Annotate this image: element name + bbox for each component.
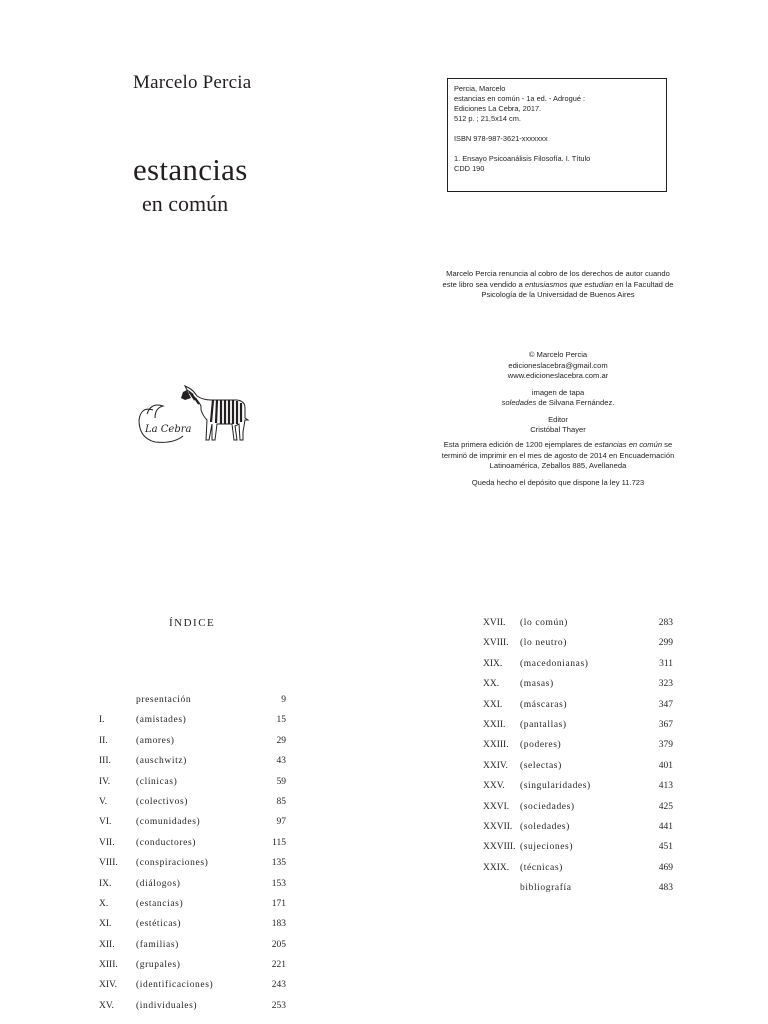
- copyright: © Marcelo Percia: [528, 350, 588, 359]
- index-entry-label: (conspiraciones): [136, 858, 209, 869]
- index-entry: [99, 792, 289, 812]
- index-entry-label: bibliografía: [520, 883, 572, 894]
- index-entry: [99, 975, 289, 995]
- index-entry-page: 323: [658, 679, 673, 690]
- index-entry-label: (identificaciones): [136, 980, 214, 991]
- index-entry-number: II.: [99, 735, 108, 746]
- index-entry-number: I.: [99, 715, 105, 726]
- catalog-line: ISBN 978-987-3621-xxxxxxx: [454, 134, 548, 143]
- index-entry-page: 441: [658, 821, 673, 832]
- index-entry-page: 253: [271, 1000, 286, 1011]
- index-entry-label: (individuales): [136, 1000, 198, 1011]
- author-name: Marcelo Percia: [133, 72, 252, 93]
- index-entry-label: (diálogos): [136, 878, 181, 889]
- catalog-line: 1. Ensayo Psicoanálisis Filosofía. I. Título: [454, 154, 591, 163]
- index-entry-label: (pantallas): [520, 719, 567, 730]
- index-entry-page: 43: [276, 756, 286, 767]
- index-entry-label: (poderes): [520, 740, 562, 751]
- index-heading: ÍNDICE: [169, 617, 216, 629]
- index-entry-label: (sujeciones): [520, 842, 574, 853]
- index-entry-label: (singularidades): [520, 781, 591, 792]
- index-entry: [99, 731, 289, 751]
- index-entry-page: 135: [271, 858, 286, 869]
- credits: [413, 350, 703, 436]
- index-entry-number: XIII.: [99, 960, 118, 971]
- index-entry-page: 153: [271, 878, 286, 889]
- index-entry: [99, 690, 289, 710]
- index-entry: [483, 837, 673, 857]
- index-entry-page: 243: [271, 980, 286, 991]
- index-entry-label: (masas): [520, 679, 554, 690]
- index-entry-label: presentación: [136, 695, 192, 705]
- index-entry-label: (clínicas): [136, 776, 178, 787]
- index-entry-page: 205: [271, 939, 286, 950]
- index-entry-label: (estancias): [136, 898, 184, 909]
- index-entry-page: 401: [658, 760, 673, 771]
- index-entry-label: (lo común): [520, 618, 568, 628]
- index-entry: [483, 735, 673, 755]
- index-entry: [483, 878, 673, 898]
- index-entry-page: 115: [272, 837, 286, 848]
- rights-line: este libro sea vendido a entusiasmos que estudian en la Facultad de: [442, 279, 674, 289]
- colophon-line: terminó de imprimir en el mes de agosto de 2014 en Encuadernación: [441, 450, 675, 460]
- index-entry: [483, 674, 673, 694]
- cover-credit: soledades de Silvana Fernández.: [501, 398, 615, 407]
- index-entry: [99, 710, 289, 730]
- index-entry: [483, 858, 673, 878]
- index-entry-label: (amores): [136, 735, 175, 746]
- index-entry-number: V.: [99, 796, 108, 807]
- book-title: estancias: [133, 152, 248, 187]
- website: www.edicioneslacebra.com.ar: [507, 371, 609, 380]
- index-entry-page: 9: [281, 695, 286, 705]
- catalog-line: CDD 190: [454, 164, 485, 173]
- index-entry: [99, 812, 289, 832]
- index-entry: [99, 955, 289, 975]
- index-entry: [99, 914, 289, 934]
- index-entry-number: IV.: [99, 776, 111, 787]
- index-entry: [99, 833, 289, 853]
- index-entry-number: XVII.: [483, 618, 506, 628]
- index-entry-number: XXV.: [483, 781, 505, 792]
- index-entry-label: (auschwitz): [136, 756, 187, 767]
- catalog-line: Ediciones La Cebra, 2017.: [454, 104, 542, 113]
- index-entry-number: XXIV.: [483, 760, 508, 771]
- index-entry-number: XX.: [483, 679, 500, 690]
- index-entry-label: (macedonianas): [520, 658, 589, 669]
- email: edicioneslacebra@gmail.com: [508, 360, 608, 370]
- index-entry-label: (grupales): [136, 960, 181, 971]
- index-entry-page: 221: [271, 960, 286, 971]
- index-entry-page: 183: [271, 919, 286, 930]
- index-entry: [483, 797, 673, 817]
- catalog-line: [454, 144, 660, 154]
- publisher-logo: [133, 384, 251, 450]
- index-entry-number: XIV.: [99, 980, 118, 991]
- index-entry: [483, 715, 673, 735]
- index-entry: [483, 776, 673, 796]
- catalog-card: [447, 78, 667, 192]
- index-entry-number: XXVIII.: [483, 842, 516, 853]
- index-entry: [99, 874, 289, 894]
- index-entry-page: 97: [276, 817, 286, 828]
- index-entry-label: (comunidades): [136, 817, 201, 828]
- index-entry-page: 15: [276, 715, 286, 726]
- catalog-line: estancias en común - 1a ed. - Adrogué :: [454, 94, 586, 103]
- index-entry-page: 85: [276, 796, 286, 807]
- index-entry-number: VI.: [99, 817, 112, 828]
- colophon-line: Esta primera edición de 1200 ejemplares de estancias en común se: [443, 440, 673, 449]
- editor-label: Editor: [548, 414, 568, 424]
- index-entry-number: VII.: [99, 837, 115, 848]
- index-entry: [99, 996, 289, 1016]
- index-entry-label: (sociedades): [520, 801, 575, 812]
- index-entry-label: (máscaras): [520, 699, 568, 710]
- index-entry-label: (amistades): [136, 715, 187, 726]
- index-entry-page: 299: [658, 638, 673, 649]
- index-entry-number: XXI.: [483, 699, 503, 710]
- colophon-line: Latinoamérica, Zeballos 885, Avellaneda: [489, 461, 627, 470]
- catalog-line: 512 p. ; 21,5x14 cm.: [454, 114, 521, 123]
- index-entry: [483, 817, 673, 837]
- index-entry: [99, 772, 289, 792]
- logo-text: La Cebra: [145, 424, 192, 435]
- index-entry-number: XXVII.: [483, 821, 513, 832]
- index-entry-number: XV.: [99, 1000, 114, 1011]
- index-entry-page: 413: [658, 781, 673, 792]
- index-entry-number: XII.: [99, 939, 115, 950]
- cover-label: imagen de tapa: [531, 387, 585, 397]
- index-entry-label: (soledades): [520, 821, 570, 832]
- rights-line: Marcelo Percia renuncia al cobro de los derechos de autor cuando: [446, 269, 670, 278]
- index-entry-number: XVIII.: [483, 638, 509, 649]
- index-entry: [99, 935, 289, 955]
- index-entry-page: 29: [276, 735, 286, 746]
- index-entry-page: 483: [658, 883, 673, 894]
- index-entry-page: 347: [658, 699, 673, 710]
- index-entry-page: 425: [658, 801, 673, 812]
- index-entry: [99, 853, 289, 873]
- index-entry-number: XI.: [99, 919, 112, 930]
- catalog-line: Percia, Marcelo: [454, 84, 506, 93]
- index-entry: [99, 894, 289, 914]
- index-entry-label: (técnicas): [520, 862, 563, 873]
- legal-deposit: Queda hecho el depósito que dispone la ley 11.723: [471, 477, 645, 487]
- index-entry-page: 311: [659, 658, 673, 669]
- index-entry: [483, 756, 673, 776]
- index-entry-label: (selectas): [520, 760, 562, 771]
- index-entry-number: X.: [99, 898, 109, 909]
- index-entry-label: (colectivos): [136, 796, 189, 807]
- index-entry-number: XIX.: [483, 658, 503, 669]
- index-entry-page: 283: [658, 618, 673, 628]
- colophon: [413, 440, 703, 488]
- index-entry: [99, 751, 289, 771]
- index-entry-page: 59: [276, 776, 286, 787]
- index-entry: [483, 695, 673, 715]
- index-entry-number: XXVI.: [483, 801, 510, 812]
- index-entry-label: (lo neutro): [520, 638, 567, 649]
- index-entry: [483, 633, 673, 653]
- index-entry-page: 379: [658, 740, 673, 751]
- index-entry-number: XXII.: [483, 719, 506, 730]
- index-list-left: [99, 690, 289, 1016]
- index-entry-number: IX.: [99, 878, 112, 889]
- index-entry-number: XXIII.: [483, 740, 509, 751]
- index-entry-number: VIII.: [99, 858, 118, 869]
- index-entry-label: (familias): [136, 939, 179, 950]
- index-entry: [483, 654, 673, 674]
- rights-line: Psicología de la Universidad de Buenos Aires: [481, 290, 635, 299]
- catalog-line: [454, 124, 660, 134]
- index-entry-page: 367: [658, 719, 673, 730]
- index-list-right: [483, 613, 673, 898]
- index-entry-label: (estéticas): [136, 919, 182, 930]
- editor-name: Cristóbal Thayer: [530, 425, 586, 434]
- rights-notice: [413, 269, 703, 301]
- book-subtitle: en común: [142, 191, 229, 216]
- index-entry-label: (conductores): [136, 837, 197, 848]
- index-entry-page: 171: [271, 898, 286, 909]
- index-entry-page: 451: [658, 842, 673, 853]
- index-entry-number: III.: [99, 756, 111, 767]
- index-entry: [483, 613, 673, 633]
- index-entry-number: XXIX.: [483, 862, 510, 873]
- index-entry-page: 469: [658, 862, 673, 873]
